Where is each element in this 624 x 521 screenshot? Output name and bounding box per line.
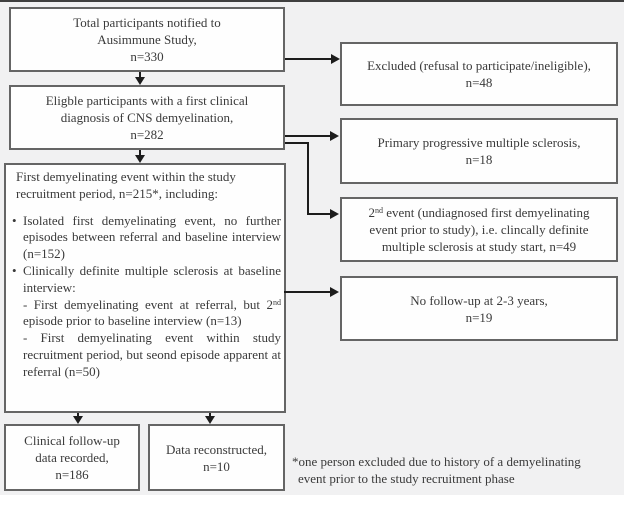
arrow-down-icon <box>73 416 83 424</box>
box-primary-progressive-ms <box>340 118 618 184</box>
box-line: event prior to study), i.e. clincally definite <box>369 222 589 237</box>
box-line: Primary progressive multiple sclerosis, <box>377 135 581 150</box>
bullet-item-isolated-event <box>10 213 281 263</box>
sub-item-first-event-referral <box>10 297 281 331</box>
box-line: n=330 <box>130 49 164 64</box>
box-line: Excluded (refusal to participate/ineligible), <box>367 58 591 73</box>
box-heading: First demyelinating event within the study recruitment period, n=215*, including: <box>16 169 236 201</box>
box-clinical-followup <box>4 424 140 491</box>
connector-line <box>307 142 309 215</box>
bullet-list <box>10 213 281 381</box>
box-line: diagnosis of CNS demyelination, <box>60 110 234 125</box>
footnote <box>292 453 617 487</box>
arrow-right-icon <box>330 209 339 219</box>
box-line: Clinical follow-up <box>24 433 120 448</box>
connector-line <box>285 58 333 60</box>
bullet-item-cdms <box>10 263 281 297</box>
sub-item-text: episode prior to baseline interview (n=13) <box>23 313 242 329</box>
box-line: No follow-up at 2-3 years, <box>410 292 548 308</box>
arrow-right-icon <box>330 287 339 297</box>
sub-item-text: - First demyelinating event at referral, but 2 <box>23 296 273 312</box>
box-second-event <box>340 197 618 262</box>
top-border-rule <box>0 0 624 2</box>
arrow-down-icon <box>135 77 145 85</box>
box-line: Ausimmune Study, <box>97 32 197 47</box>
box-line: n=10 <box>203 458 230 474</box>
box-line: data recorded, <box>35 450 109 465</box>
connector-line <box>285 135 331 137</box>
box-eligible-participants <box>9 85 285 150</box>
box-line-text: event (undiagnosed first demyelinating <box>382 205 590 220</box>
bullet-text: Isolated first demyelinating event, no further episodes between referral and baseline interview (n=152) <box>23 212 281 262</box>
connector-line <box>307 213 331 215</box>
superscript-nd: nd <box>273 297 281 307</box>
sub-item-text: - First demyelinating event within study recruitment period, but seond episode apparent at referral (n=50) <box>23 330 281 379</box>
footnote-line: *one person excluded due to history of a demyelinating <box>292 454 581 469</box>
box-total-participants <box>9 7 285 72</box>
box-line-text: 2 <box>368 205 375 220</box>
box-no-followup <box>340 276 618 341</box>
connector-line <box>285 142 309 144</box>
box-line: n=18 <box>465 152 493 167</box>
bullet-text: Clinically definite multiple sclerosis at baseline interview: <box>23 262 281 295</box>
superscript-nd: nd <box>374 206 383 215</box>
box-line: n=19 <box>465 309 493 325</box>
arrow-right-icon <box>331 54 340 64</box>
box-first-demyelinating-event <box>4 163 286 413</box>
arrow-down-icon <box>135 155 145 163</box>
arrow-right-icon <box>330 131 339 141</box>
box-line: n=282 <box>130 127 164 142</box>
connector-line <box>284 291 332 293</box>
box-line: Total participants notified to <box>73 15 221 30</box>
box-line <box>368 204 589 221</box>
box-line: Eligble participants with a first clinical <box>45 93 249 108</box>
bullet-icon: • <box>12 262 17 278</box>
box-line: n=48 <box>465 75 493 90</box>
box-line: n=186 <box>55 467 89 482</box>
box-data-reconstructed <box>148 424 285 491</box>
footnote-line: event prior to the study recruitment phase <box>298 471 515 486</box>
box-line: Data reconstructed, <box>165 441 268 457</box>
box-line: multiple sclerosis at study start, n=49 <box>381 239 577 254</box>
arrow-down-icon <box>205 416 215 424</box>
sub-item-second-episode-referral <box>10 330 281 380</box>
box-excluded <box>340 42 618 106</box>
bullet-icon: • <box>12 212 17 228</box>
